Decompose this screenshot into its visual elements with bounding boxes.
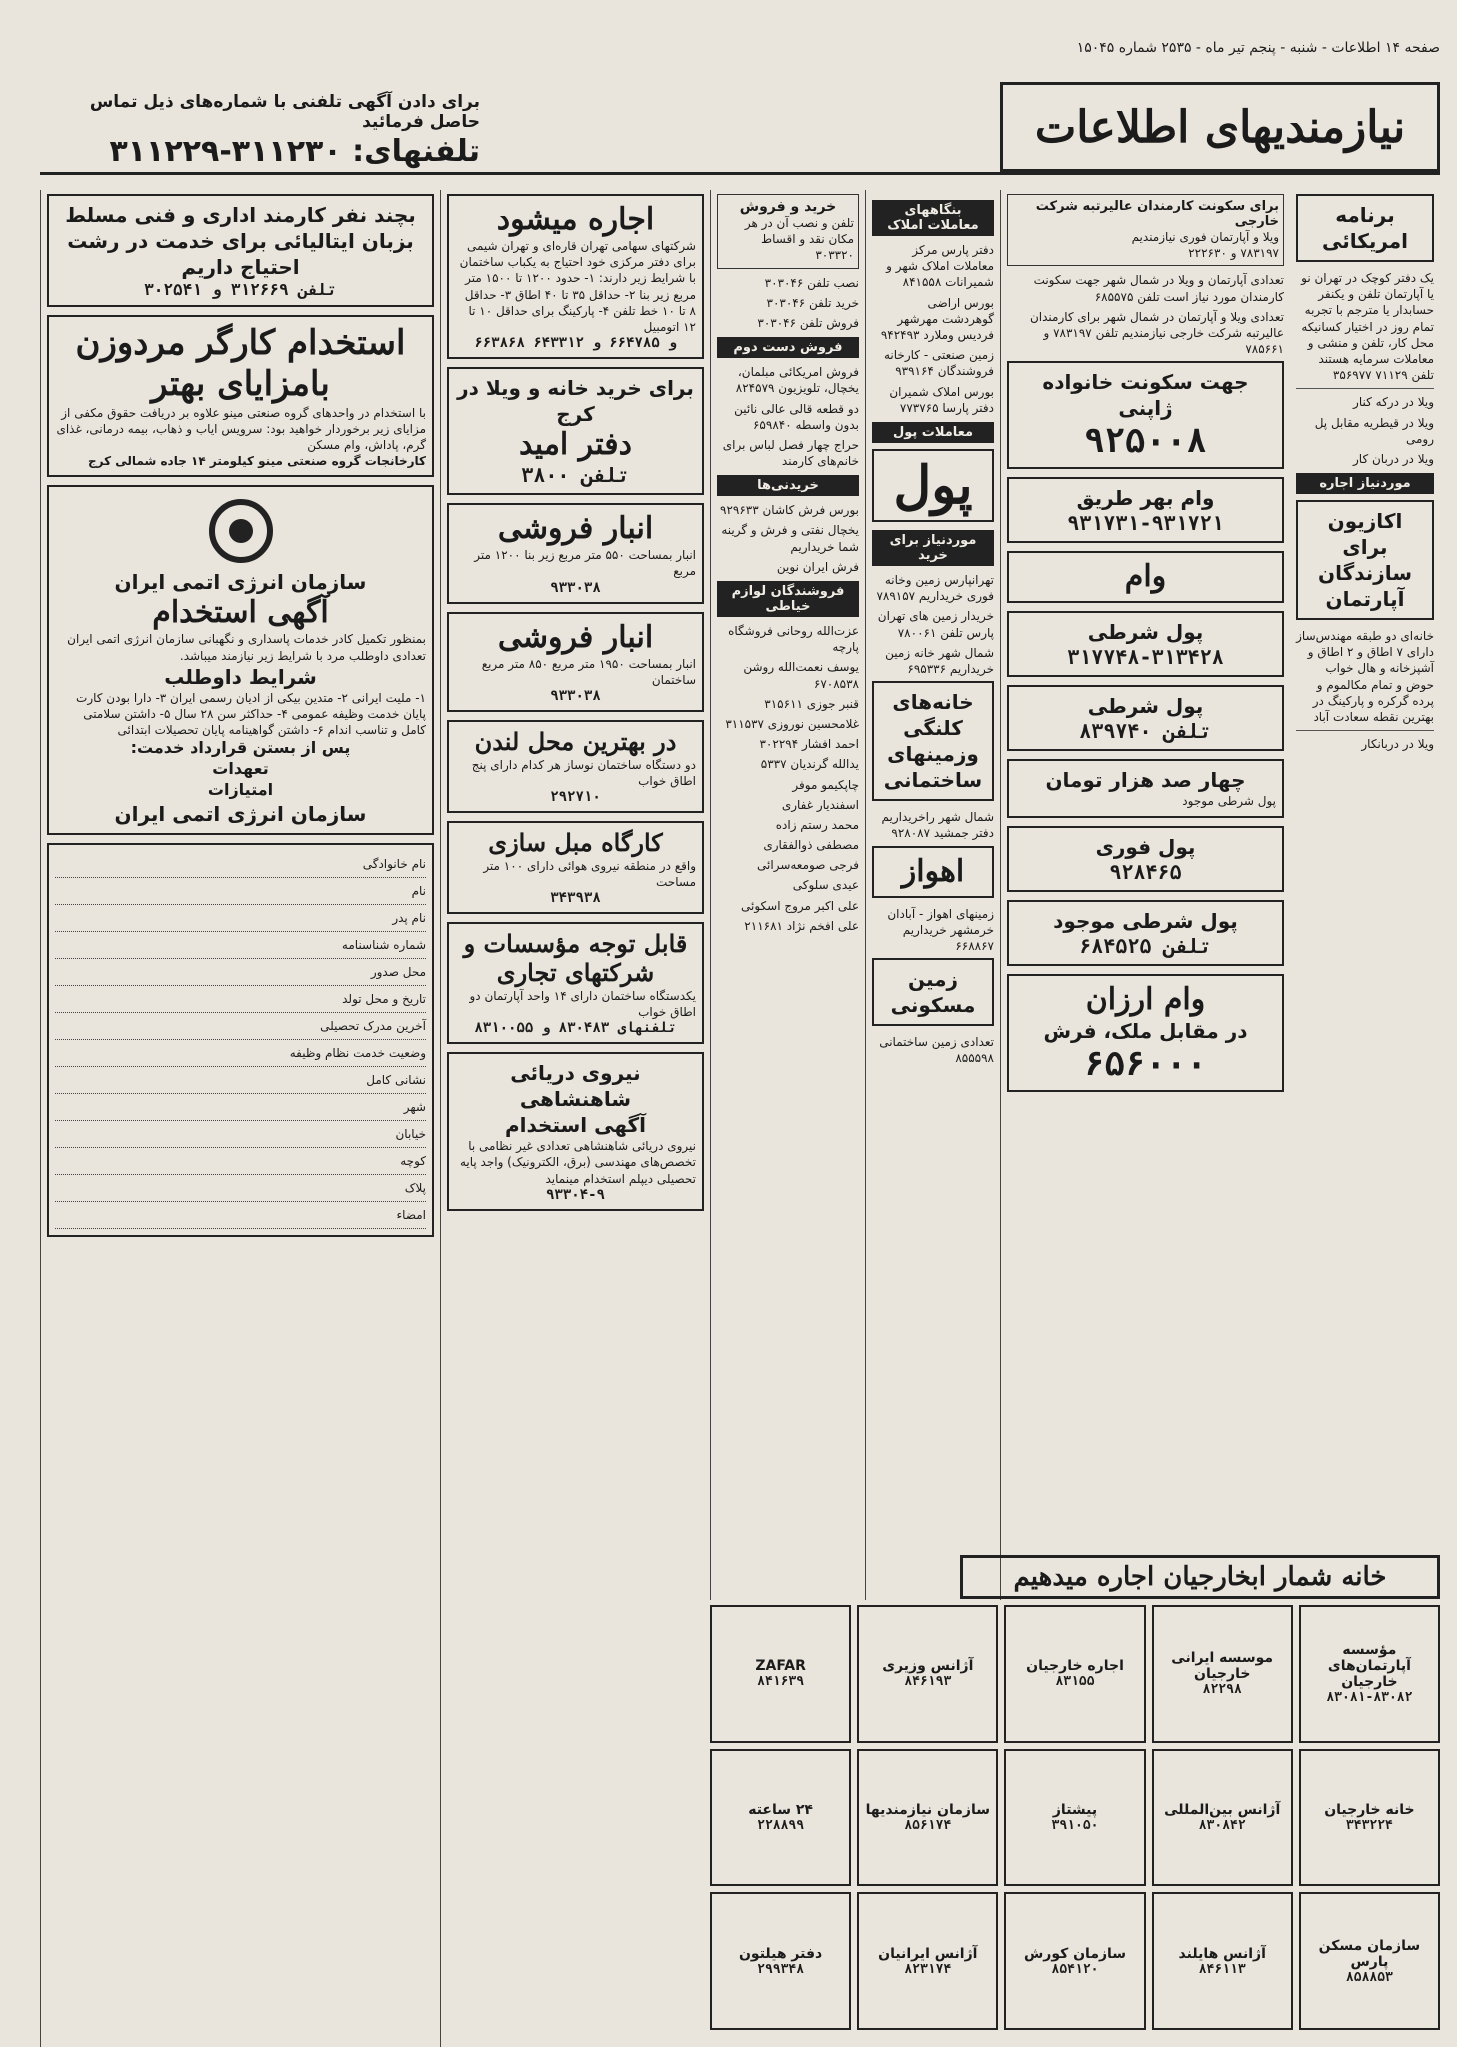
list-item: نصب تلفن ۳۰۳۰۴۶ [764, 275, 859, 290]
ad-title: زمین مسکونی [890, 967, 976, 1018]
ad-body: شرکتهای سهامی تهران قاره‌ای و تهران شیمی برای دفتر مرکزی خود احتیاج به یکباب ساختمان با شرایط زیر دارند: ۱- حدود ۱۲۰۰ تا ۱۵۰۰ متر مربع زیر بنا ۲- حداقل ۳۵ تا ۴۰ اطاق ۳- حداقل ۸ تا ۱۰ خط تلفن ۴- پارکینگ برای حداقل ۱۰ تا ۱۲ اتومبیل [459, 239, 696, 334]
list-item: بورس املاک شمیران دفتر پارسا ۷۷۳۷۶۵ [889, 384, 994, 415]
form-field-alley: کوچه [55, 1148, 426, 1175]
foreigners-ad-phone: ۸۴۶۱۱۳ [1198, 1961, 1246, 1977]
ad-box [447, 821, 704, 914]
list-item: احمد افشار ۳۰۲۲۹۴ [759, 737, 859, 752]
ad-title: وام ارزان [1085, 981, 1206, 1017]
ad-title: اهواز [901, 853, 965, 889]
foreigners-banner: خانه شمار ابخارجیان اجاره میدهیم [960, 1555, 1440, 1599]
ad-box [1007, 477, 1284, 543]
header-rule [40, 172, 1440, 175]
ad-box [1007, 900, 1284, 966]
ad-phone: تلفن ۸۳۹۷۴۰ [1079, 719, 1212, 744]
form-field-city: شهر [55, 1094, 426, 1121]
masthead: نیازمندیهای اطلاعات [1000, 82, 1440, 172]
ad-box [872, 846, 994, 898]
form-field-military: وضعیت خدمت نظام وظیفه [55, 1040, 426, 1067]
form-field-id: شماره شناسنامه [55, 932, 426, 959]
ad-phone: تلفن ۳۱۲۶۶۹ و ۳۰۲۵۴۱ [144, 280, 337, 299]
ad-box [1007, 194, 1284, 266]
foreigners-ad [1004, 1605, 1145, 1743]
ad-body: واقع در منطقه نیروی هوائی دارای ۱۰۰ متر مساحت [483, 858, 696, 890]
ad-box [447, 612, 704, 712]
foreigners-ad-title: ۲۴ ساعته [748, 1801, 813, 1818]
list-item: محمد رستم زاده [775, 817, 859, 832]
ad-phone: تلفن ۳۸۰۰ [521, 463, 630, 488]
ad-box [447, 503, 704, 603]
ad-box [447, 1052, 704, 1211]
list-item: شمال شهر راخریداریم دفتر جمشید ۹۲۸۰۸۷ [881, 810, 994, 841]
list-item: ویلا در قیطریه مقابل پل رومی [1314, 415, 1434, 446]
org-section: تعهدات [212, 759, 269, 779]
list-item: خرید تلفن ۳۰۳۰۴۶ [766, 295, 859, 310]
org-section: شرایط داوطلب [164, 664, 317, 689]
org-section: پس از بستن قرارداد خدمت: [130, 738, 351, 758]
ad-box [1007, 551, 1284, 603]
ad-phone: تلفنهای ۸۳۰۴۸۳ و ۸۳۱۰۰۵۵ [474, 1020, 677, 1037]
foreigners-ad-phone: ۸۳۰۸۴۲ [1198, 1817, 1246, 1833]
ad-box [1007, 974, 1284, 1092]
foreigners-ad-title: آژانس بین‌المللی [1164, 1801, 1281, 1818]
foreigners-ad-phone: ۳۴۳۲۲۴ [1345, 1817, 1393, 1833]
ad-body: ویلا و آپارتمان فوری نیازمندیم [1131, 230, 1279, 244]
ad-body: یک دفتر کوچک در تهران نو یا آپارتمان تلفن و یکنفر حسابدار یا مترجم با تجربه تمام روز در اختیار کسانیکه محل کار، تلفن و منشی و معاملات سرمایه هستند تلفن ۷۱۱۲۹ ۳۵۶۹۷۷ [1301, 271, 1434, 383]
header-contact [40, 92, 480, 169]
form-field-education: آخرین مدرک تحصیلی [55, 1013, 426, 1040]
list-item: تعدادی زمین ساختمانی ۸۵۵۵۹۸ [879, 1035, 994, 1066]
ad-phone: ۹۳۳۰۳۸ [550, 579, 601, 596]
list-item: علی افخم نژاد ۲۱۱۶۸۱ [744, 918, 859, 933]
ad-phone: ۹۲۵۰۰۸ [1084, 421, 1207, 462]
list-item: عزت‌الله روحانی فروشگاه پارچه [728, 624, 859, 655]
ad-phone: ۶۵۶۰۰۰ [1084, 1043, 1207, 1084]
foreigners-ad [857, 1892, 998, 2030]
list-item: ویلا در درکه کنار [1353, 395, 1434, 410]
list-item: بورس اراضی گوهردشت مهرشهر فردیس وملارد ۹۴۲۴۹۳ [880, 295, 994, 342]
org-body: بمنظور تکمیل کادر خدمات پاسداری و نگهبانی سازمان انرژی اتمی ایران تعدادی داوطلب مرد با شرایط زیر نیازمند میباشد. [67, 632, 426, 663]
foreigners-ad-phone: ۸۵۶۱۷۴ [904, 1817, 952, 1833]
form-field-address: نشانی کامل [55, 1067, 426, 1094]
foreigners-ads-grid [710, 1605, 1440, 2030]
foreigners-ad [710, 1892, 851, 2030]
foreigners-ad-title: خانه خارجیان [1324, 1801, 1415, 1818]
ad-occasion [1296, 500, 1434, 620]
section-header: بنگاههای معاملات املاک [872, 200, 994, 236]
foreigners-ad-phone: ۸۴۱۶۳۹ [757, 1674, 805, 1690]
foreigners-ad-title: آژانس هایلند [1178, 1945, 1266, 1962]
divider [1296, 388, 1434, 389]
foreigners-ad [1004, 1749, 1145, 1887]
ad-body: انبار بمساحت ۱۹۵۰ متر مربع ۸۵۰ متر مربع ساختمان [481, 656, 696, 687]
list-item: فروش تلفن ۳۰۳۰۴۶ [757, 315, 859, 330]
ad-box [1007, 826, 1284, 892]
section-header: موردنیاز برای خرید [872, 530, 994, 566]
foreigners-ad-title: مؤسسه آپارتمان‌های خارجیان [1327, 1642, 1411, 1691]
ad-box [47, 194, 434, 307]
ad-title: نیروی دریائی شاهنشاهی [510, 1061, 641, 1112]
ad-title: در بهترین محل لندن [474, 726, 677, 756]
foreigners-ad-title: سازمان کورش [1023, 1945, 1127, 1962]
ad-title: پول شرطی موجود [1053, 908, 1238, 933]
list-item: دفتر پارس مرکز معاملات املاک شهر و شمیرانات ۸۴۱۵۵۸ [886, 243, 994, 290]
ad-title: برای خرید خانه و ویلا در کرج [457, 376, 694, 427]
foreigners-ad [1004, 1892, 1145, 2030]
ad-box [447, 720, 704, 813]
foreigners-ad [1299, 1605, 1440, 1743]
ad-phone: ۳۱۷۷۴۸-۳۱۳۴۲۸ [1067, 645, 1224, 670]
form-field-signature: امضاء [55, 1202, 426, 1229]
ad-body: پول شرطی موجود [1182, 794, 1276, 809]
application-form [47, 843, 434, 1237]
ad-body: یکدستگاه ساختمان دارای ۱۴ واحد آپارتمان دو اطاق خواب [469, 988, 696, 1019]
ad-title: استخدام کارگر مردوزن بامزایای بهتر [75, 323, 406, 404]
section-header: معاملات پول [872, 422, 994, 443]
org-subtitle: آگهی استخدام [152, 595, 329, 631]
foreigners-ad-title: ZAFAR [755, 1658, 806, 1675]
form-field-street: خیابان [55, 1121, 426, 1148]
form-field-birth: تاریخ و محل تولد [55, 986, 426, 1013]
org-name: سازمان انرژی اتمی ایران [114, 570, 367, 595]
ad-title: کارگاه مبل سازی [488, 828, 663, 858]
list-item: غلامحسین نوروزی ۳۱۱۵۳۷ [725, 716, 859, 731]
ad-phone: ۹۳۳۰۳۸ [550, 687, 601, 704]
ad-box [872, 449, 994, 522]
foreigners-ad-phone: ۸۵۸۸۵۳ [1345, 1969, 1393, 1985]
list-item: یدالله گرندیان ۵۳۳۷ [760, 757, 859, 772]
ad-body: در مقابل ملک، فرش [1043, 1018, 1248, 1043]
header-line1: برای دادن آگهی تلفنی با شماره‌های ذیل تماس حاصل فرمائید [89, 92, 480, 132]
foreigners-ad-title: سازمان نیازمندیها [865, 1801, 990, 1818]
column-d [710, 190, 865, 1600]
list-item: ویلا در دربان کار [1353, 451, 1434, 466]
ad-phone: ۹۳۳۰۴-۹ [545, 1186, 605, 1203]
column-f [40, 190, 440, 2047]
form-field-name: نام [55, 878, 426, 905]
ad-box [447, 922, 704, 1044]
ad-title: انبار فروشی [497, 511, 654, 547]
list-item: فروش امریکائی مبلمان، یخچال، تلویزیون ۸۲۴۵۷۹ [735, 365, 859, 396]
section-header: فروش دست دوم [717, 337, 859, 358]
list-item: خریدار زمین های تهران پارس تلفن ۷۸۰۰۶۱ [877, 609, 994, 640]
form-field-plaque: پلاک [55, 1175, 426, 1202]
form-field-lastname: نام خانوادگی [55, 851, 426, 878]
org-footer: سازمان انرژی اتمی ایران [114, 801, 367, 826]
ad-title: پول [893, 454, 973, 516]
ad-box [447, 194, 704, 359]
ad-phone: ۹۳۱۷۳۱-۹۳۱۷۲۱ [1067, 511, 1224, 536]
ad-box [1007, 759, 1284, 817]
ad-phone: ۷۸۳۱۹۷ و ۲۲۲۶۳۰ [1188, 246, 1279, 261]
spacer [710, 190, 722, 198]
header-phones: تلفنهای: ۳۱۱۲۳۰-۳۱۱۲۲۹ [109, 134, 480, 169]
ad-title: اکازیون برای سازندگان آپارتمان [1318, 509, 1412, 612]
list-item: فرجی صومعه‌سرائی [757, 858, 859, 873]
ad-american-program [1296, 194, 1434, 262]
foreigners-ad [710, 1605, 851, 1743]
divider [1296, 730, 1434, 731]
org-section: امتیازات [207, 779, 274, 799]
list-item: تعدادی ویلا و آپارتمان در شمال شهر برای کارمندان عالیرتبه شرکت خارجی نیازمندیم تلفن ۷۸۳۱۹۷ و ۷۸۵۶۶۱ [1029, 309, 1284, 357]
list-item: علی اکبر مروج اسکوئی [740, 898, 859, 913]
ad-box [872, 681, 994, 801]
ad-box [47, 315, 434, 477]
list-item: شمال شهر خانه زمین خریداریم ۶۹۵۳۳۶ [885, 645, 994, 676]
foreigners-ad-phone: ۸۲۳۱۷۴ [904, 1961, 952, 1977]
org-list: ۱- ملیت ایرانی ۲- متدین بیکی از ادیان رسمی ایران ۳- دارا بودن کارت پایان خدمت وظیفه عمومی ۴- حداکثر سن ۲۸ سال ۵- داشتن سلامتی کامل و تناسب اندام ۶- داشتن گواهینامه پایان تحصیلات ابتدائی [76, 690, 426, 738]
foreigners-ad-title: سازمان مسکن پارس [1318, 1937, 1421, 1970]
ad-title: اجاره میشود [496, 202, 655, 237]
list-item: قنبر جوزی ۳۱۵۶۱۱ [764, 696, 859, 711]
form-field-father: نام پدر [55, 905, 426, 932]
section-header: موردنیاز اجاره [1296, 473, 1434, 494]
ad-subtitle: آگهی استخدام [504, 1113, 647, 1138]
ad-phone: ۲۹۲۷۱۰ [550, 789, 601, 806]
list-item: زمینهای اهواز - آبادان خرمشهر خریداریم ۶۶۸۸۶۷ [887, 906, 994, 953]
foreigners-ad [1152, 1605, 1293, 1743]
list-item: تعدادی آپارتمان و ویلا در شمال شهر جهت سکونت کارمندان مورد نیاز است تلفن ۶۸۵۵۷۵ [1033, 273, 1284, 304]
ad-box [872, 958, 994, 1026]
ad-body: انبار بمساحت ۵۵۰ متر مربع زیر بنا ۱۲۰۰ متر مربع [474, 548, 696, 579]
list-item: زمین صنعتی - کارخانه فروشندگان ۹۳۹۱۶۴ [884, 348, 994, 379]
list-item: تهرانپارس زمین وخانه فوری خریداریم ۷۸۹۱۵۷ [876, 573, 994, 604]
foreigners-ad-phone: ۲۲۸۸۹۹ [757, 1817, 805, 1833]
foreigners-ad-phone: ۲۹۹۳۴۸ [757, 1961, 805, 1977]
ad-title: برنامه امریکائی [1321, 203, 1409, 253]
ad-box [1007, 685, 1284, 751]
ad-phone: ۹۲۸۴۶۵ [1109, 859, 1182, 884]
column-e [440, 190, 710, 2047]
ad-box [1007, 361, 1284, 469]
foreigners-ad-phone: ۸۳۰۸۱-۸۳۰۸۲ [1326, 1690, 1413, 1706]
ad-title: وام بهر طریق [1076, 486, 1215, 511]
ad-phone: ۳۴۳۹۳۸ [550, 890, 601, 907]
ad-footer: کارخانجات گروه صنعتی مینو کیلومتر ۱۴ جاده شمالی کرج [88, 454, 426, 469]
list-item: بورس فرش کاشان ۹۲۹۶۳۳ [720, 503, 859, 518]
foreigners-ad [1152, 1749, 1293, 1887]
list-item: چاپکیمو موفر [792, 777, 859, 792]
foreigners-ad-title: موسسه ایرانی خارجیان [1171, 1650, 1274, 1683]
ad-body: دو دستگاه ساختمان نوساز هر کدام دارای پنج اطاق خواب [471, 757, 696, 788]
foreigners-ad-phone: ۸۴۶۱۹۳ [904, 1674, 952, 1690]
ad-title: خانه‌های کلنگی وزمینهای ساختمانی [883, 690, 983, 793]
form-field-issue: محل صدور [55, 959, 426, 986]
list-item: اسفندیار غفاری [781, 797, 859, 812]
list-item: فرش ایران نوین [776, 559, 859, 574]
section-header: خریدنی‌ها [717, 475, 859, 496]
foreigners-ad [857, 1605, 998, 1743]
ad-title: پول شرطی [1087, 620, 1204, 645]
ad-box [1007, 611, 1284, 677]
foreigners-ad-phone: ۸۵۴۱۲۰ [1051, 1961, 1099, 1977]
ad-title: خرید و فروش [739, 199, 837, 215]
ad-body: با استخدام در واحدهای گروه صنعتی مینو علاوه بر دریافت حقوق مکفی از مزایای زیر برخوردار خواهید بود: سرویس ایاب و ذهاب، بیمه درمانی، غذای گرم، پاداش، وام مسکن [56, 405, 426, 452]
list-item: دو قطعه قالی عالی نائین بدون واسطه ۶۵۹۸۴۰ [734, 401, 859, 432]
ad-box [447, 367, 704, 495]
ad-title: پول شرطی [1087, 694, 1204, 719]
ad-title: برای سکونت کارمندان عالیرتبه شرکت خارجی [1035, 199, 1279, 229]
ad-body: تلفن و نصب آن در هر مکان نقد و اقساط ۳۰۳۳۲۰ [744, 216, 854, 263]
column-a [1290, 190, 1440, 1600]
list-item: حراج چهار فصل لباس برای خانم‌های کارمند [722, 437, 859, 469]
ad-title: قابل توجه مؤسسات و شرکتهای تجاری [463, 929, 688, 988]
ad-box [47, 485, 434, 834]
foreigners-ad-phone: ۳۹۱۰۵۰ [1051, 1817, 1099, 1833]
list-item: عیدی سلوکی [792, 878, 859, 893]
list-item: یوسف نعمت‌الله روشن ۶۷۰۸۵۳۸ [743, 660, 859, 691]
ad-phone: تلفن ۶۸۴۵۲۵ [1079, 933, 1212, 958]
ad-body: خانه‌ای دو طبقه مهندس‌ساز دارای ۷ اطاق و ۲ اطاق و آشپزخانه و هال خواب حوض و تمام مکالموم و پرده گرکره و پارکینگ در بهترین نقطه سعادت آباد [1296, 629, 1434, 724]
column-c [865, 190, 1000, 1600]
ad-title: جهت سکونت خانواده ژاپنی [1042, 370, 1249, 421]
foreigners-ad-title: آژانس وزیری [882, 1658, 974, 1675]
page-header-line: صفحه ۱۴ اطلاعات - شنبه - پنجم تیر ماه - ۲۵۳۵ شماره ۱۵۰۴۵ [1076, 40, 1440, 56]
ad-title: چهار صد هزار تومان [1045, 768, 1246, 793]
foreigners-ad-phone: ۸۳۱۵۵ [1055, 1674, 1095, 1690]
foreigners-ad [1299, 1892, 1440, 2030]
ad-title: وام [1124, 559, 1167, 595]
atomic-energy-logo-icon [209, 499, 273, 563]
foreigners-ad [1152, 1892, 1293, 2030]
ad-body: نیروی دریائی شاهنشاهی تعدادی غیر نظامی با تخصص‌های مهندسی (برق، الکترونیک) واجد پایه تحصیلی دیپلم استخدام مینماید [459, 1139, 696, 1186]
list-item: مصطفی ذوالفقاری [763, 838, 859, 853]
foreigners-ad-title: دفتر هیلتون [738, 1945, 823, 1962]
column-b [1000, 190, 1290, 1600]
foreigners-ad [710, 1749, 851, 1887]
list-item: یخچال نفتی و فرش و گرینه شما خریداریم [721, 523, 859, 554]
foreigners-ad [857, 1749, 998, 1887]
list-item: ویلا در دربانکار [1361, 737, 1434, 752]
ad-title: بچند نفر کارمند اداری و فنی مسلط بزبان ایتالیائی برای خدمت در رشت احتیاج داریم [65, 203, 416, 279]
ad-title: پول فوری [1095, 834, 1196, 859]
foreigners-ad-phone: ۸۲۲۹۸ [1202, 1682, 1242, 1698]
ad-title: انبار فروشی [497, 619, 654, 655]
foreigners-ad-title: پیشتاز [1052, 1801, 1098, 1818]
ad-phone: ۶۶۳۸۶۸ و ۶۶۴۷۸۵ و ۶۴۳۳۱۲ [474, 335, 677, 352]
foreigners-ad [1299, 1749, 1440, 1887]
section-header: فروشندگان لوازم خیاطی [717, 581, 859, 617]
foreigners-ad-title: اجاره خارجیان [1026, 1658, 1124, 1675]
ad-subtitle: دفتر امید [519, 427, 632, 463]
ad-box [717, 194, 859, 269]
foreigners-ad-title: آژانس ایرانیان [878, 1945, 978, 1962]
